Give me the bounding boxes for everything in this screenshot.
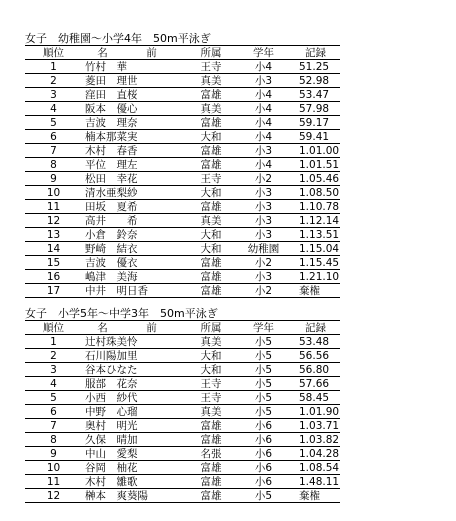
cell-affiliation: 王寺 — [186, 60, 236, 74]
cell-grade: 小6 — [236, 433, 291, 447]
cell-rank: 13 — [25, 228, 82, 242]
cell-name: 野崎 結衣 — [82, 242, 186, 256]
cell-record: 1.21.10 — [291, 270, 340, 284]
header-affiliation: 所属 — [186, 46, 236, 60]
table-row — [25, 405, 340, 419]
cell-record: 1.08.50 — [291, 186, 340, 200]
cell-record: 53.47 — [291, 88, 340, 102]
cell-name: 田坂 夏希 — [82, 200, 186, 214]
results-section-kindergarten-grade4 — [25, 32, 340, 298]
table-row — [25, 349, 340, 363]
cell-affiliation: 富雄 — [186, 88, 236, 102]
cell-grade: 小4 — [236, 158, 291, 172]
cell-name: 中山 愛梨 — [82, 447, 186, 461]
table-row — [25, 475, 340, 489]
cell-record: 棄権 — [291, 489, 340, 503]
header-rank: 順位 — [25, 46, 82, 60]
table-row — [25, 270, 340, 284]
cell-grade: 小5 — [236, 489, 291, 503]
table-row — [25, 116, 340, 130]
table-row — [25, 391, 340, 405]
cell-grade: 小2 — [236, 172, 291, 186]
cell-record: 棄権 — [291, 284, 340, 298]
cell-rank: 2 — [25, 349, 82, 363]
cell-rank: 5 — [25, 116, 82, 130]
cell-grade: 小5 — [236, 405, 291, 419]
cell-grade: 小3 — [236, 228, 291, 242]
cell-record: 1.10.78 — [291, 200, 340, 214]
cell-grade: 小2 — [236, 284, 291, 298]
cell-grade: 小4 — [236, 130, 291, 144]
cell-record: 56.56 — [291, 349, 340, 363]
cell-grade: 小4 — [236, 88, 291, 102]
section-title: 女子 幼稚園～小学4年 50m平泳ぎ — [25, 32, 340, 46]
cell-record: 53.48 — [291, 335, 340, 349]
cell-rank: 11 — [25, 200, 82, 214]
cell-rank: 4 — [25, 102, 82, 116]
cell-rank: 1 — [25, 60, 82, 74]
cell-affiliation: 王寺 — [186, 377, 236, 391]
cell-grade: 小3 — [236, 186, 291, 200]
table-row — [25, 130, 340, 144]
cell-rank: 7 — [25, 144, 82, 158]
cell-rank: 8 — [25, 433, 82, 447]
cell-name: 木村 雛歌 — [82, 475, 186, 489]
cell-affiliation: 富雄 — [186, 489, 236, 503]
cell-name: 清水亜梨紗 — [82, 186, 186, 200]
cell-record: 57.66 — [291, 377, 340, 391]
cell-record: 52.98 — [291, 74, 340, 88]
cell-rank: 9 — [25, 447, 82, 461]
table-header-row — [25, 46, 340, 60]
table-row — [25, 200, 340, 214]
cell-grade: 小5 — [236, 377, 291, 391]
cell-name: 楠本那菜実 — [82, 130, 186, 144]
cell-rank: 7 — [25, 419, 82, 433]
table-row — [25, 88, 340, 102]
header-record: 記録 — [291, 321, 340, 335]
cell-name: 菱田 理世 — [82, 74, 186, 88]
cell-affiliation: 大和 — [186, 363, 236, 377]
cell-affiliation: 富雄 — [186, 158, 236, 172]
cell-rank: 11 — [25, 475, 82, 489]
cell-rank: 1 — [25, 335, 82, 349]
cell-affiliation: 大和 — [186, 242, 236, 256]
cell-rank: 5 — [25, 391, 82, 405]
cell-rank: 10 — [25, 461, 82, 475]
cell-record: 1.01.90 — [291, 405, 340, 419]
cell-rank: 10 — [25, 186, 82, 200]
cell-record: 1.15.45 — [291, 256, 340, 270]
cell-affiliation: 真美 — [186, 405, 236, 419]
cell-grade: 小4 — [236, 102, 291, 116]
header-record: 記録 — [291, 46, 340, 60]
cell-record: 1.08.54 — [291, 461, 340, 475]
cell-record: 1.03.82 — [291, 433, 340, 447]
cell-affiliation: 大和 — [186, 228, 236, 242]
table-row — [25, 419, 340, 433]
cell-grade: 小4 — [236, 116, 291, 130]
cell-record: 1.05.46 — [291, 172, 340, 186]
cell-grade: 小3 — [236, 74, 291, 88]
table-row — [25, 363, 340, 377]
cell-affiliation: 富雄 — [186, 270, 236, 284]
cell-rank: 9 — [25, 172, 82, 186]
cell-rank: 15 — [25, 256, 82, 270]
table-row — [25, 214, 340, 228]
cell-affiliation: 大和 — [186, 186, 236, 200]
cell-affiliation: 富雄 — [186, 433, 236, 447]
cell-affiliation: 富雄 — [186, 419, 236, 433]
cell-grade: 小5 — [236, 391, 291, 405]
cell-affiliation: 富雄 — [186, 461, 236, 475]
cell-record: 1.03.71 — [291, 419, 340, 433]
cell-name: 奥村 明光 — [82, 419, 186, 433]
cell-record: 56.80 — [291, 363, 340, 377]
cell-record: 1.13.51 — [291, 228, 340, 242]
cell-record: 57.98 — [291, 102, 340, 116]
cell-name: 阪本 優心 — [82, 102, 186, 116]
header-grade: 学年 — [236, 46, 291, 60]
cell-grade: 小6 — [236, 475, 291, 489]
cell-affiliation: 大和 — [186, 130, 236, 144]
header-affiliation: 所属 — [186, 321, 236, 335]
cell-grade: 小2 — [236, 256, 291, 270]
cell-affiliation: 王寺 — [186, 391, 236, 405]
cell-affiliation: 富雄 — [186, 200, 236, 214]
cell-record: 59.41 — [291, 130, 340, 144]
cell-name: 窪田 直桜 — [82, 88, 186, 102]
table-row — [25, 256, 340, 270]
cell-grade: 小6 — [236, 461, 291, 475]
cell-rank: 16 — [25, 270, 82, 284]
cell-rank: 6 — [25, 405, 82, 419]
cell-record: 59.17 — [291, 116, 340, 130]
cell-name: 嶋津 美海 — [82, 270, 186, 284]
cell-rank: 4 — [25, 377, 82, 391]
cell-grade: 小5 — [236, 349, 291, 363]
header-name: 名 前 — [82, 321, 186, 335]
table-row — [25, 447, 340, 461]
cell-affiliation: 富雄 — [186, 116, 236, 130]
cell-record: 1.04.28 — [291, 447, 340, 461]
cell-name: 中野 心瑠 — [82, 405, 186, 419]
section-title: 女子 小学5年～中学3年 50m平泳ぎ — [25, 307, 340, 321]
cell-name: 小西 紗代 — [82, 391, 186, 405]
cell-name: 谷本ひなた — [82, 363, 186, 377]
table-row — [25, 186, 340, 200]
table-row — [25, 489, 340, 503]
cell-rank: 14 — [25, 242, 82, 256]
cell-affiliation: 富雄 — [186, 475, 236, 489]
cell-name: 中井 明日香 — [82, 284, 186, 298]
cell-name: 小倉 鈴奈 — [82, 228, 186, 242]
cell-rank: 17 — [25, 284, 82, 298]
cell-name: 榊本 爽葵陽 — [82, 489, 186, 503]
cell-affiliation: 真美 — [186, 74, 236, 88]
cell-grade: 小5 — [236, 335, 291, 349]
cell-rank: 12 — [25, 489, 82, 503]
results-section-grade5-junior-high3 — [25, 307, 340, 503]
cell-grade: 小6 — [236, 447, 291, 461]
cell-rank: 12 — [25, 214, 82, 228]
cell-affiliation: 富雄 — [186, 284, 236, 298]
cell-name: 辻村珠美怜 — [82, 335, 186, 349]
cell-rank: 3 — [25, 88, 82, 102]
table-row — [25, 433, 340, 447]
table-row — [25, 335, 340, 349]
cell-affiliation: 名張 — [186, 447, 236, 461]
header-rank: 順位 — [25, 321, 82, 335]
cell-name: 吉波 理奈 — [82, 116, 186, 130]
cell-grade: 小3 — [236, 270, 291, 284]
cell-grade: 小3 — [236, 214, 291, 228]
cell-affiliation: 富雄 — [186, 144, 236, 158]
table-row — [25, 172, 340, 186]
table-row — [25, 242, 340, 256]
cell-record: 58.45 — [291, 391, 340, 405]
cell-record: 1.01.51 — [291, 158, 340, 172]
cell-affiliation: 大和 — [186, 349, 236, 363]
cell-name: 松田 幸花 — [82, 172, 186, 186]
table-row — [25, 144, 340, 158]
cell-grade: 小3 — [236, 144, 291, 158]
cell-name: 服部 花奈 — [82, 377, 186, 391]
cell-rank: 6 — [25, 130, 82, 144]
cell-record: 51.25 — [291, 60, 340, 74]
cell-name: 高井 希 — [82, 214, 186, 228]
cell-record: 1.12.14 — [291, 214, 340, 228]
cell-name: 竹村 華 — [82, 60, 186, 74]
cell-affiliation: 富雄 — [186, 256, 236, 270]
table-row — [25, 74, 340, 88]
cell-name: 石川陽加里 — [82, 349, 186, 363]
table-row — [25, 284, 340, 298]
cell-record: 1.15.04 — [291, 242, 340, 256]
results-table — [25, 46, 340, 298]
header-grade: 学年 — [236, 321, 291, 335]
cell-grade: 小4 — [236, 60, 291, 74]
table-row — [25, 377, 340, 391]
table-header-row — [25, 321, 340, 335]
cell-affiliation: 王寺 — [186, 172, 236, 186]
table-row — [25, 461, 340, 475]
cell-rank: 8 — [25, 158, 82, 172]
results-table — [25, 321, 340, 503]
table-row — [25, 158, 340, 172]
header-name: 名 前 — [82, 46, 186, 60]
cell-affiliation: 真美 — [186, 102, 236, 116]
cell-affiliation: 真美 — [186, 214, 236, 228]
cell-rank: 3 — [25, 363, 82, 377]
cell-name: 谷岡 柚花 — [82, 461, 186, 475]
cell-name: 吉波 優衣 — [82, 256, 186, 270]
cell-rank: 2 — [25, 74, 82, 88]
table-row — [25, 60, 340, 74]
cell-name: 平位 理左 — [82, 158, 186, 172]
cell-grade: 幼稚園 — [236, 242, 291, 256]
table-row — [25, 228, 340, 242]
cell-name: 久保 晴加 — [82, 433, 186, 447]
cell-record: 1.01.00 — [291, 144, 340, 158]
cell-name: 木村 春香 — [82, 144, 186, 158]
cell-grade: 小6 — [236, 419, 291, 433]
cell-grade: 小3 — [236, 200, 291, 214]
table-row — [25, 102, 340, 116]
cell-grade: 小5 — [236, 363, 291, 377]
cell-record: 1.48.11 — [291, 475, 340, 489]
cell-affiliation: 真美 — [186, 335, 236, 349]
